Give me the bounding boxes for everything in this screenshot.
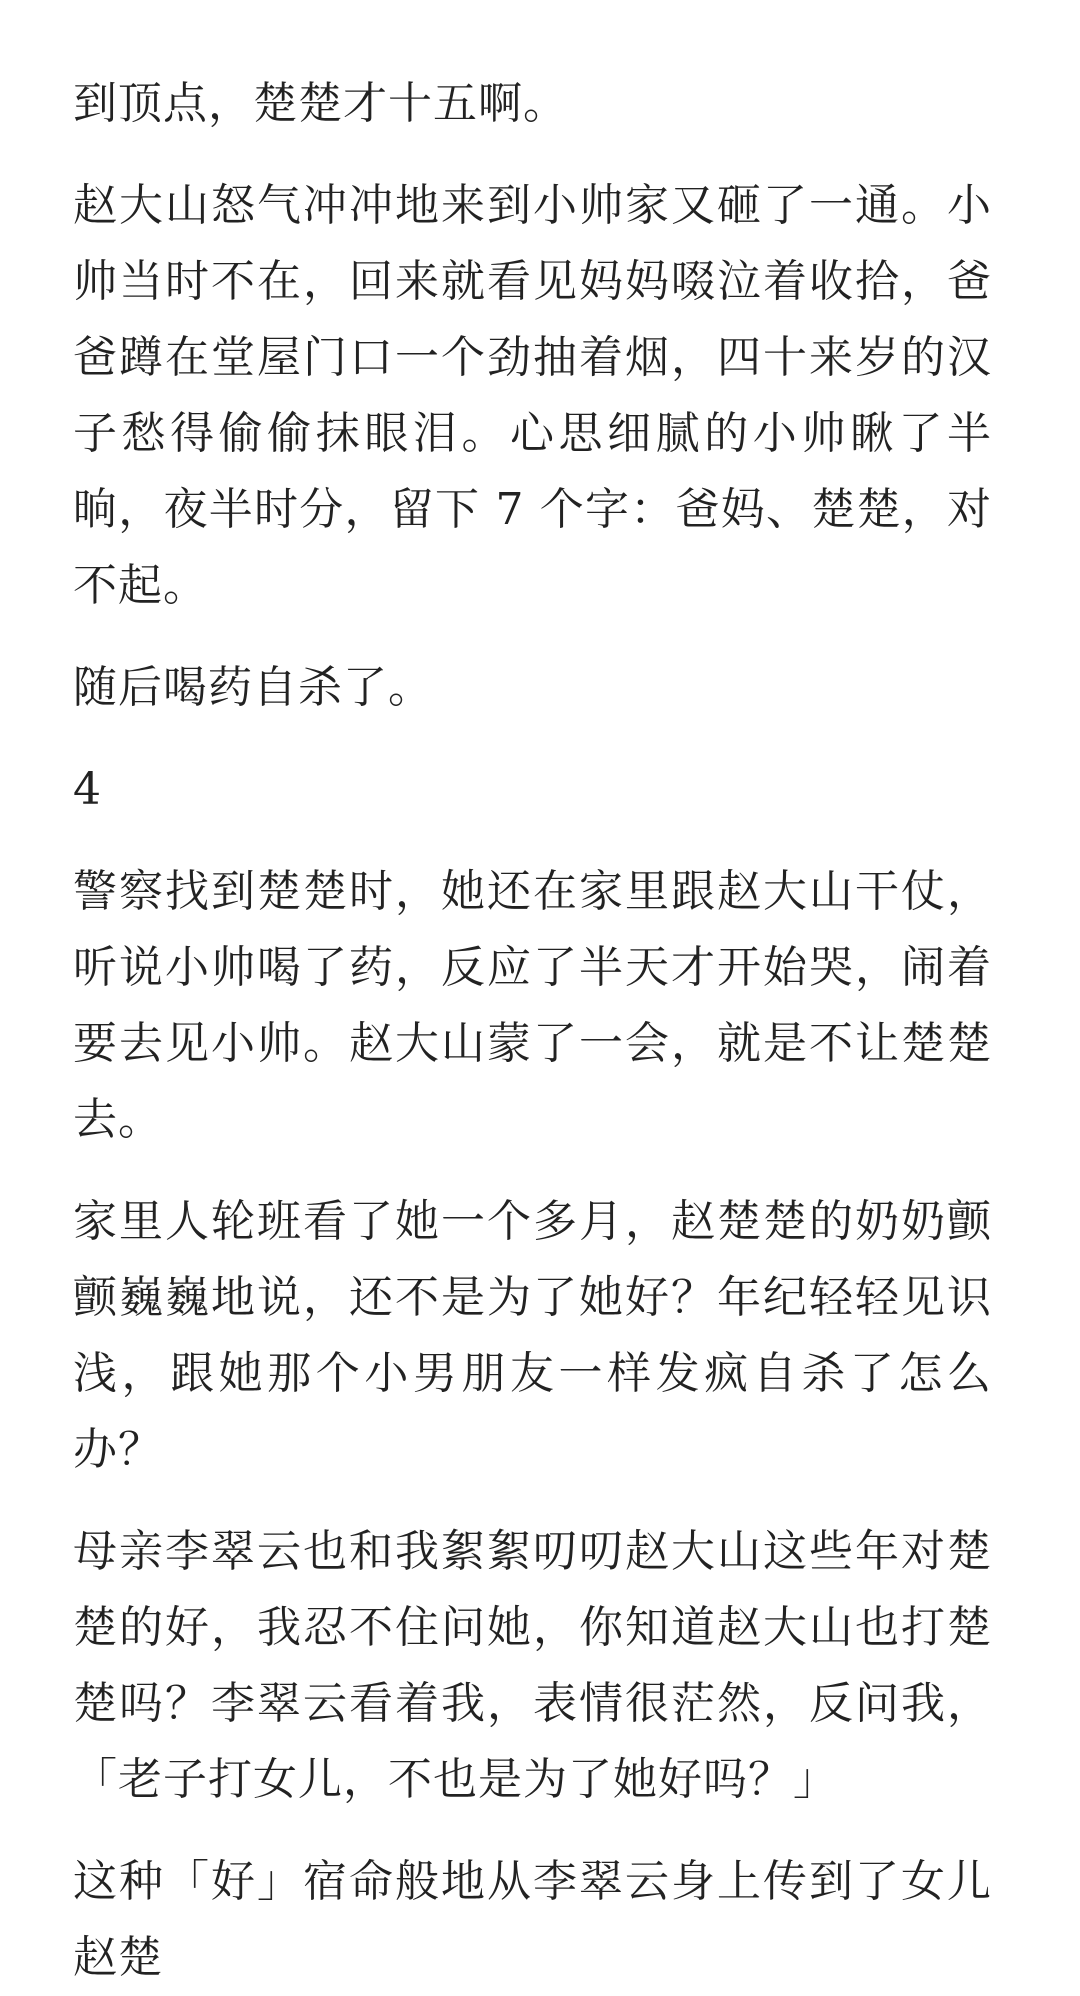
paragraph-7: 这种「好」宿命般地从李翠云身上传到了女儿赵楚 [73,1856,992,1983]
paragraph-5: 家里人轮班看了她一个多月，赵楚楚的奶奶颤颤巍巍地说，还不是为了她好？年纪轻轻见识浅，跟她那个小男朋友一样发疯自杀了怎么办？ [73,1196,992,1475]
paragraph-6: 母亲李翠云也和我絮絮叨叨赵大山这些年对楚楚的好，我忍不住问她，你知道赵大山也打楚楚吗？李翠云看着我，表情很茫然，反问我，「老子打女儿，不也是为了她好吗？」 [73,1526,992,1805]
section-number: 4 [73,764,102,815]
paragraph-2: 赵大山怒气冲冲地来到小帅家又砸了一通。小帅当时不在，回来就看见妈妈啜泣着收拾，爸爸蹲在堂屋门口一个劲抽着烟，四十来岁的汉子愁得偷偷抹眼泪。心思细腻的小帅瞅了半晌，夜半时分，留下 7 个字：爸妈、楚楚，对不起。 [73,180,992,611]
paragraph-1: 到顶点，楚楚才十五啊。 [73,78,568,129]
paragraph-3: 随后喝药自杀了。 [73,662,433,713]
paragraph-4: 警察找到楚楚时，她还在家里跟赵大山干仗，听说小帅喝了药，反应了半天才开始哭，闹着要去见小帅。赵大山蒙了一会，就是不让楚楚去。 [73,866,992,1145]
